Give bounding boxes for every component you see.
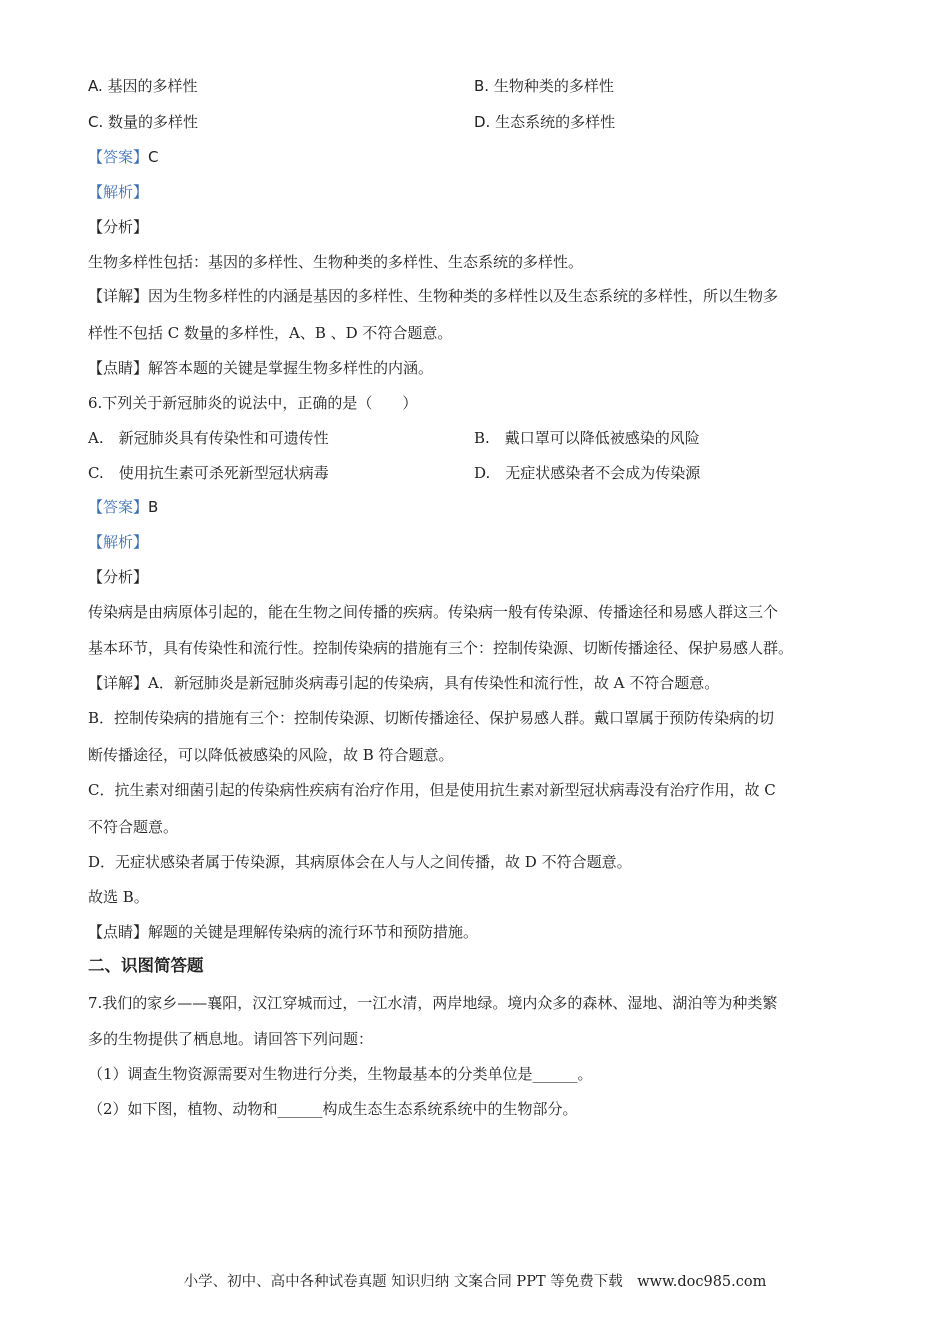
q6-question: 6.下列关于新冠肺炎的说法中，正确的是（ ） (88, 394, 418, 412)
q5-answer (88, 147, 159, 167)
q5-detail-line-2: 样性不包括 C 数量的多样性，A、B 、D 不符合题意。 (88, 324, 453, 342)
q6-dianjing (88, 922, 478, 942)
q5-dianjing (88, 358, 433, 378)
q6-fenxi-tag: 【分析】 (88, 568, 149, 586)
dianjing-text: 解题的关键是理解传染病的流行环节和预防措施。 (148, 923, 479, 941)
q5-detail-line-1 (88, 286, 778, 306)
q6-answer (88, 497, 158, 517)
detail-tag: 【详解】 (88, 674, 149, 692)
q6-jiexi-tag: 【解析】 (88, 533, 149, 551)
q6-fenxi-line-2: 基本环节，具有传染性和流行性。控制传染病的措施有三个：控制传染源、切断传播途径、保护易感人群。 (88, 639, 794, 657)
answer-tag: 【答案】 (88, 498, 149, 516)
q6-detail-b-2: 断传播途径，可以降低被感染的风险，故 B 符合题意。 (88, 746, 454, 764)
q6-option-b: B. 戴口罩可以降低被感染的风险 (474, 429, 700, 447)
q6-detail-d: D．无症状感染者属于传染源，其病原体会在人与人之间传播，故 D 不符合题意。 (88, 853, 632, 871)
q5-option-a: A. 基因的多样性 (88, 77, 198, 95)
q6-choose: 故选 B。 (88, 888, 149, 906)
page-footer: 小学、初中、高中各种试卷真题 知识归纳 文案合同 PPT 等免费下载 www.doc985.com (183, 1274, 767, 1290)
q7-intro-line-1: 7.我们的家乡——襄阳，汉江穿城而过，一江水清，两岸地绿。境内众多的森林、湿地、湖泊等为种类繁 (88, 994, 778, 1012)
q5-jiexi-tag: 【解析】 (88, 183, 149, 201)
answer-value: B (148, 498, 159, 516)
q6-fenxi-line-1: 传染病是由病原体引起的，能在生物之间传播的疾病。传染病一般有传染源、传播途径和易感人群这三个 (88, 603, 779, 621)
answer-value: C (148, 148, 159, 166)
q5-option-b: B. 生物种类的多样性 (474, 77, 614, 95)
q6-option-a: A. 新冠肺炎具有传染性和可遗传性 (88, 429, 329, 447)
q7-subquestion-2: （2）如下图，植物、动物和______构成生态生态系统系统中的生物部分。 (88, 1100, 578, 1118)
q6-detail-a (88, 673, 719, 693)
detail-tag: 【详解】 (88, 287, 149, 305)
q5-fenxi-tag: 【分析】 (88, 218, 149, 236)
q6-option-d: D. 无症状感染者不会成为传染源 (474, 464, 701, 482)
answer-tag: 【答案】 (88, 148, 149, 166)
q7-intro-line-2: 多的生物提供了栖息地。请回答下列问题： (88, 1030, 374, 1048)
dianjing-tag: 【点睛】 (88, 923, 149, 941)
detail-text: 因为生物多样性的内涵是基因的多样性、生物种类的多样性以及生态系统的多样性，所以生物多 (148, 287, 779, 305)
dianjing-text: 解答本题的关键是掌握生物多样性的内涵。 (148, 359, 434, 377)
q6-detail-c-2: 不符合题意。 (88, 818, 179, 836)
q6-detail-b-1: B．控制传染病的措施有三个：控制传染源、切断传播途径、保护易感人群。戴口罩属于预防传染病的切 (88, 709, 775, 727)
q5-fenxi-text: 生物多样性包括：基因的多样性、生物种类的多样性、生态系统的多样性。 (88, 253, 584, 271)
q6-detail-c-1: C．抗生素对细菌引起的传染病性疾病有治疗作用，但是使用抗生素对新型冠状病毒没有治疗作用，故 C (88, 781, 776, 799)
dianjing-tag: 【点睛】 (88, 359, 149, 377)
q5-option-c: C. 数量的多样性 (88, 113, 199, 131)
q7-subquestion-1: （1）调查生物资源需要对生物进行分类，生物最基本的分类单位是______。 (88, 1065, 593, 1083)
section-heading: 二、识图简答题 (88, 956, 204, 975)
q6-option-c: C. 使用抗生素可杀死新型冠状病毒 (88, 464, 329, 482)
q5-option-d: D. 生态系统的多样性 (474, 113, 616, 131)
detail-text: A．新冠肺炎是新冠肺炎病毒引起的传染病，具有传染性和流行性，故 A 不符合题意。 (148, 674, 720, 692)
